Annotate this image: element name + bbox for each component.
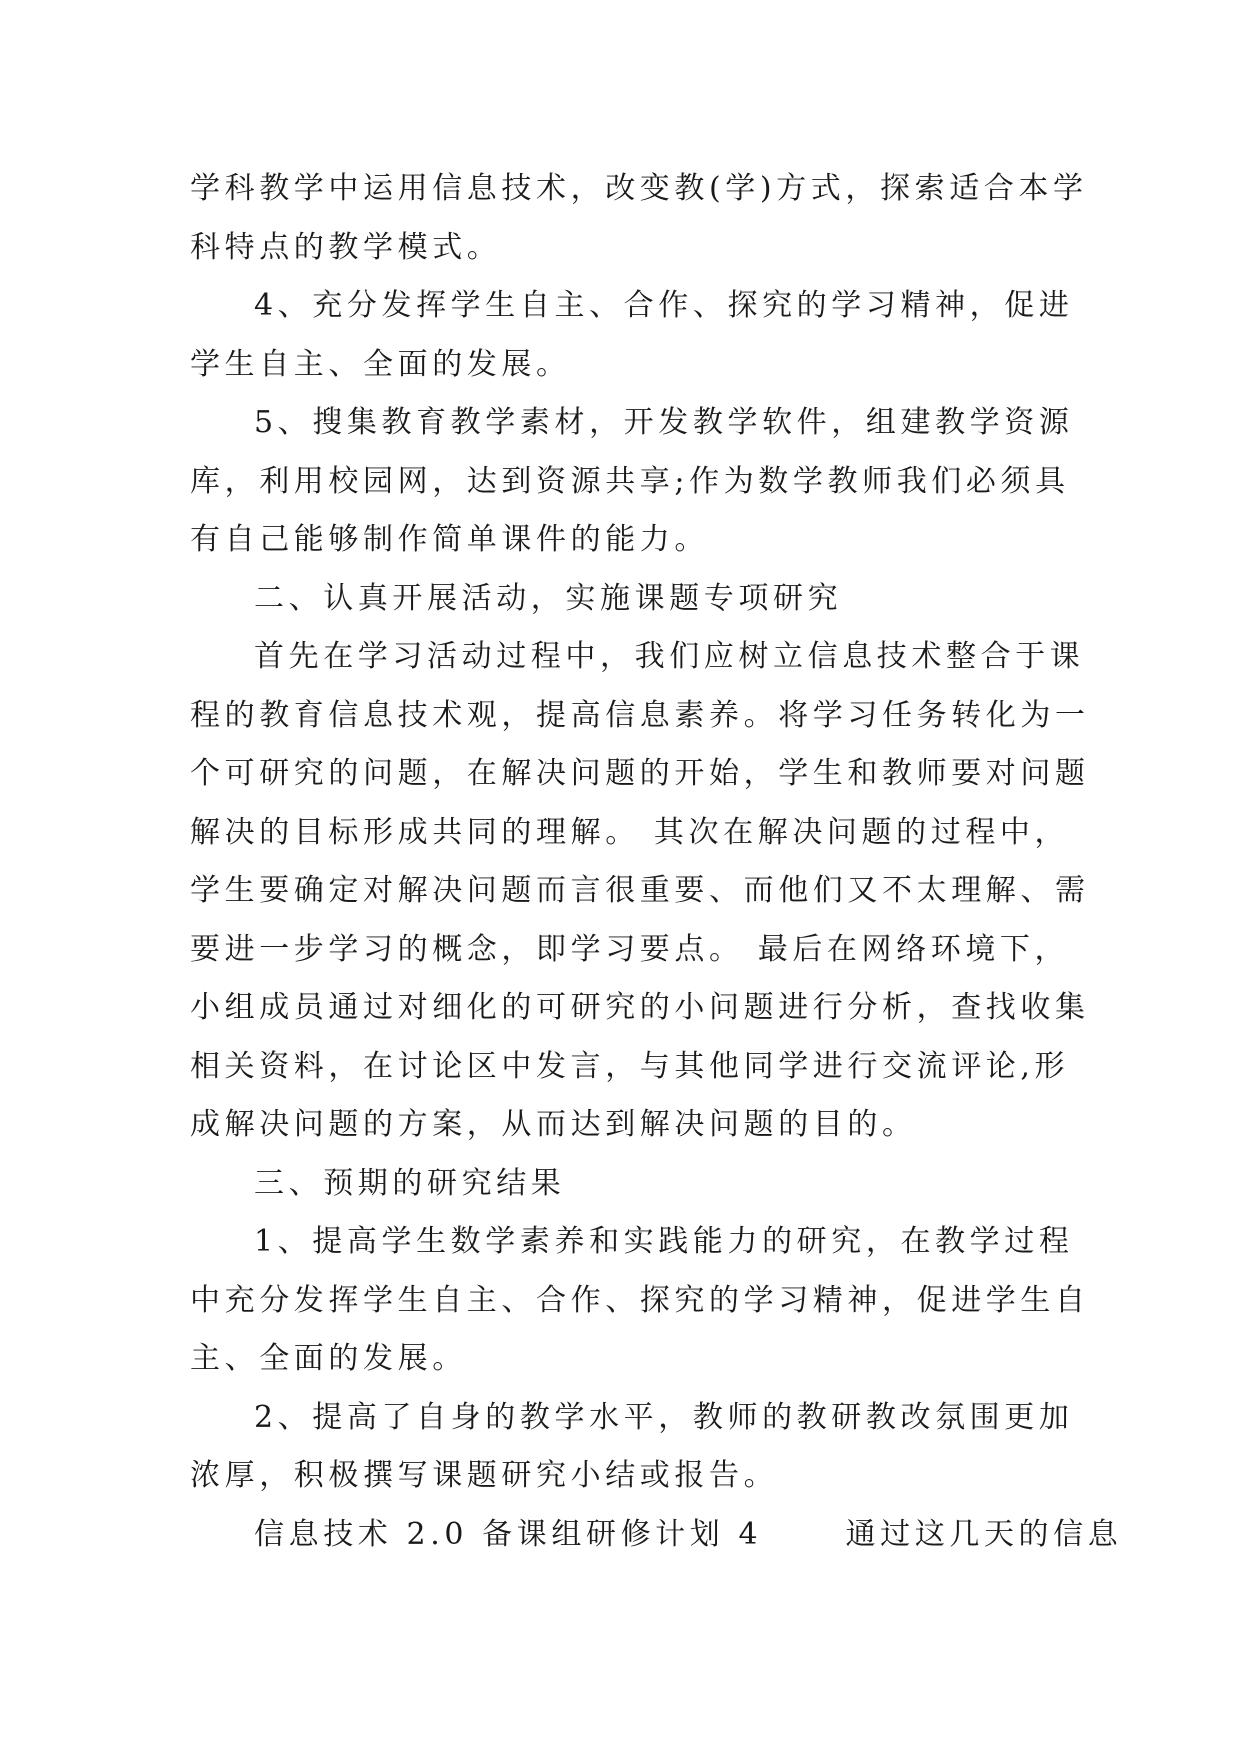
text-line: 首先在学习活动过程中，我们应树立信息技术整合于课 (254, 639, 1085, 674)
text-line: 学生自主、全面的发展。 (190, 346, 571, 382)
text-line: 信息技术 2.0 备课组研修计划 4 通过这几天的信息 (254, 1516, 1123, 1552)
text-line: 库，利用校园网，达到资源共享;作为数学教师我们必须具 (190, 463, 1070, 499)
text-line: 4、充分发挥学生自主、合作、探究的学习精神，促进 (254, 288, 1074, 323)
text-line: 学科教学中运用信息技术，改变教(学)方式，探索适合本学 (190, 171, 1088, 206)
text-line: 学生要确定对解决问题而言很重要、而他们又不太理解、需 (190, 873, 1090, 908)
text-line: 5、搜集教育教学素材，开发教学软件，组建教学资源 (254, 405, 1074, 440)
text-line: 要进一步学习的概念，即学习要点。 最后在网络环境下， (190, 931, 1070, 967)
text-line: 1、提高学生数学素养和实践能力的研究，在教学过程 (254, 1224, 1074, 1259)
section-heading: 三、预期的研究结果 (254, 1165, 566, 1201)
text-line: 相关资料，在讨论区中发言，与其他同学进行交流评论,形 (190, 1048, 1070, 1084)
text-line: 浓厚，积极撰写课题研究小结或报告。 (190, 1458, 779, 1493)
document-body (190, 160, 1123, 1564)
text-line: 主、全面的发展。 (190, 1341, 467, 1376)
text-line: 有自己能够制作简单课件的能力。 (190, 522, 709, 557)
section-heading: 二、认真开展活动，实施课题专项研究 (254, 580, 843, 616)
text-line: 程的教育信息技术观，提高信息素养。将学习任务转化为一 (190, 697, 1090, 733)
text-line: 中充分发挥学生自主、合作、探究的学习精神，促进学生自 (190, 1282, 1090, 1318)
text-line: 小组成员通过对细化的可研究的小问题进行分析，查找收集 (190, 990, 1090, 1025)
text-line: 个可研究的问题，在解决问题的开始，学生和教师要对问题 (190, 756, 1090, 791)
text-line: 2、提高了自身的教学水平，教师的教研教改氛围更加 (254, 1399, 1074, 1435)
text-line: 解决的目标形成共同的理解。 其次在解决问题的过程中， (190, 814, 1070, 850)
text-line: 成解决问题的方案，从而达到解决问题的目的。 (190, 1107, 917, 1142)
text-line: 科特点的教学模式。 (190, 229, 502, 265)
